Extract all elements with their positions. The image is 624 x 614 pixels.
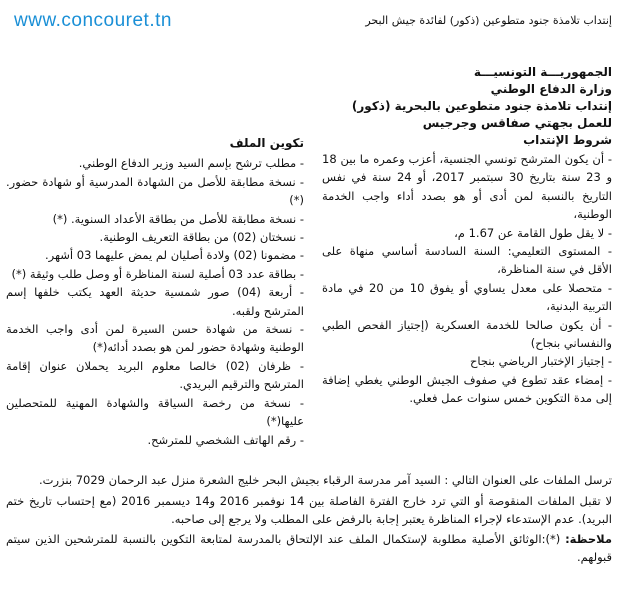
note-label: ملاحظة: bbox=[565, 532, 612, 547]
government-header bbox=[351, 64, 612, 149]
file-item: - ظرفان (02) خالصا معلوم البريد يحملان عنوان إقامة المترشح والترقيم البريدي. bbox=[6, 357, 304, 394]
file-item: - مطلب ترشح بإسم السيد وزير الدفاع الوطني. bbox=[6, 154, 304, 172]
condition-item: - أن يكون صالحا للخدمة العسكرية (إجتياز الفحص الطبي والنفساني بنجاح) bbox=[322, 316, 612, 353]
file-item: - نسخة من شهادة حسن السيرة لمن أدى واجب الخدمة الوطنية وشهادة حضور لمن هو بصدد أدائه(*) bbox=[6, 320, 304, 357]
file-composition-heading: تكوين الملف bbox=[229, 136, 304, 150]
note-paragraph bbox=[6, 531, 612, 567]
file-item: - نسختان (02) من بطاقة التعريف الوطنية. bbox=[6, 228, 304, 246]
condition-item: - المستوى التعليمي: السنة السادسة أساسي منهاة على الأقل في سنة المناظرة، bbox=[322, 242, 612, 279]
file-item: - بطاقة عدد 03 أصلية لسنة المناظرة أو وصل طلب وثيقة (*) bbox=[6, 265, 304, 283]
file-item: - مضمونا (02) ولادة أصليان لم يمض عليهما 03 أشهر. bbox=[6, 246, 304, 264]
ministry-title: وزارة الدفاع الوطني bbox=[490, 82, 612, 96]
file-item: - نسخة مطابقة للأصل من الشهادة المدرسية أو شهادة حضور. (*) bbox=[6, 173, 304, 210]
file-item: - نسخة مطابقة للأصل من بطاقة الأعداد السنوية. (*) bbox=[6, 210, 304, 228]
file-composition bbox=[6, 134, 304, 449]
submission-info bbox=[6, 472, 612, 570]
announcement-title: إنتداب تلامذة جنود متطوعين بالبحرية (ذكور) bbox=[351, 99, 612, 113]
condition-item: - لا يقل طول القامة عن 1.67 م، bbox=[322, 224, 612, 242]
file-item: - رقم الهاتف الشخصي للمترشح. bbox=[6, 431, 304, 449]
header-title: إنتداب تلامذة جنود متطوعين (ذكور) لفائدة جيش البحر bbox=[365, 14, 612, 27]
condition-item: - متحصلا على معدل يساوي أو يفوق 10 من 20 في مادة التربية البدنية، bbox=[322, 279, 612, 316]
file-item: - أربعة (04) صور شمسية حديثة العهد يكتب خلفها إسم المترشح ولقبه. bbox=[6, 283, 304, 320]
conditions-heading: شروط الإنتداب bbox=[523, 133, 612, 147]
conditions-list bbox=[322, 150, 612, 408]
file-item: - نسخة من رخصة السياقة والشهادة المهنية للمتحصلين عليها(*) bbox=[6, 394, 304, 431]
regions-title: للعمل بجهتي صفاقس وجرجيس bbox=[422, 116, 612, 130]
condition-item: - أن يكون المترشح تونسي الجنسية، أعزب وعمره ما بين 18 و 23 سنة بتاريخ 30 سبتمبر 2017، أو 24 سنة في نفس التاريخ بالنسبة لمن أدى أو هو بصدد أداء واجب الخدمة الوطنية، bbox=[322, 150, 612, 224]
address-paragraph: ترسل الملفات على العنوان التالي : السيد آمر مدرسة الرقباء بجيش البحر خليج الشعرة منزل عبد الرحمان 7029 بنزرت. bbox=[39, 473, 612, 487]
condition-item: - إمضاء عقد تطوع في صفوف الجيش الوطني يغطي إضافة إلى مدة التكوين خمس سنوات عمل فعلي. bbox=[322, 371, 612, 408]
watermark-logo-text: www.concouret.tn bbox=[14, 10, 172, 31]
condition-item: - إجتياز الإختبار الرياضي بنجاح bbox=[322, 352, 612, 370]
note-text: (*):الوثائق الأصلية مطلوبة لإستكمال الملف عند الإلتحاق بالمدرسة لمتابعة التكوين بالنسبة للمترشحين الذين سيتم قبولهم. bbox=[6, 532, 612, 565]
republic-title: الجمهوريـــة التونسيـــة bbox=[473, 65, 612, 79]
deadline-paragraph: لا تقبل الملفات المنقوصة أو التي ترد خارج الفترة الفاصلة بين 14 نوفمبر 2016 و14 ديسمبر 2016 (مع إحتساب تاريخ ختم البريد). عدم الإستدعاء لإجراء المناظرة يعتبر إجابة بالرفض على المطلب ولا يرجع إلى صاحبه. bbox=[6, 493, 613, 526]
